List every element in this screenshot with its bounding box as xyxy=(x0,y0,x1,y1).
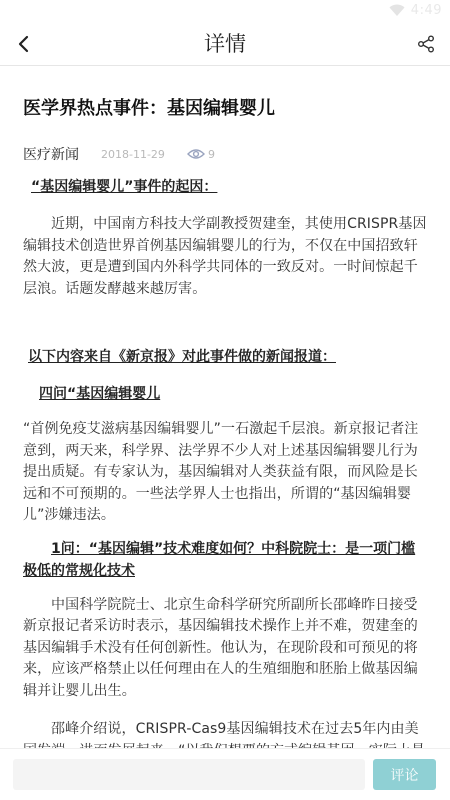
paragraph-academician: 中国科学院院士、北京生命科学研究所副所长邵峰昨日接受新京报记者采访时表示，基因编辑技术操作上并不难，贺建奎的基因编辑手术没有任何创新性。他认为，在现阶段和可预见的将来，应该严格禁止以任何理由在人的生殖细胞和胚胎上做基因编辑并让婴儿出生。 xyxy=(23,596,418,699)
question-1-heading: 1问：“基因编辑”技术难度如何？中科院院士：是一项门槛极低的常规化技术 xyxy=(23,540,416,579)
paragraph-shaofeng: 邵峰介绍说，CRISPR-Cas9基因编辑技术在过去5年内由美 xyxy=(51,721,419,737)
comment-input[interactable] xyxy=(13,759,365,790)
article-content[interactable] xyxy=(0,67,450,748)
status-bar-right xyxy=(389,3,442,18)
section-heading-source: 以下内容来自《新京报》对此事件做的新闻报道： xyxy=(28,349,336,365)
share-button[interactable] xyxy=(412,30,440,58)
nav-bar xyxy=(0,22,450,66)
article-title: 医学界热点事件：基因编辑婴儿 xyxy=(23,98,275,119)
wifi-icon xyxy=(389,5,405,17)
section-heading-origin: “基因编辑婴儿”事件的起因： xyxy=(31,179,218,195)
paragraph-intro: “首例免疫艾滋病基因编辑婴儿”一石激起千层浪。新京报记者注意到，两天来，科学界、法学界不少人对上述基因编辑婴儿行为提出质疑。有专家认为，基因编辑对人类获益有限，而风险是长远和不可预期的。一些法学界人士也指出，所谓的“基因编辑婴儿”涉嫌违法。 xyxy=(23,421,419,523)
share-icon xyxy=(417,35,435,53)
article-source: 医疗新闻 xyxy=(23,147,79,163)
article-meta xyxy=(23,144,427,164)
view-count: 9 xyxy=(207,147,215,161)
comment-bar xyxy=(0,748,450,800)
eye-icon xyxy=(187,148,205,160)
article-date: 2018-11-29 xyxy=(101,147,165,161)
section-heading-four-questions: 四问“基因编辑婴儿 xyxy=(39,386,161,402)
paragraph-origin: 近期，中国南方科技大学副教授贺建奎，其使用CRISPR基因编辑技术创造世界首例基因编辑婴儿的行为，不仅在中国招致轩然大波，更是遭到国内外科学共同体的一致反对。一时间惊起千层浪。话题发酵越来越厉害。 xyxy=(23,216,427,297)
page-title: 详情 xyxy=(204,32,246,56)
comment-button[interactable]: 评论 xyxy=(373,759,436,790)
status-bar xyxy=(0,0,450,22)
status-time: 4:49 xyxy=(410,3,442,18)
